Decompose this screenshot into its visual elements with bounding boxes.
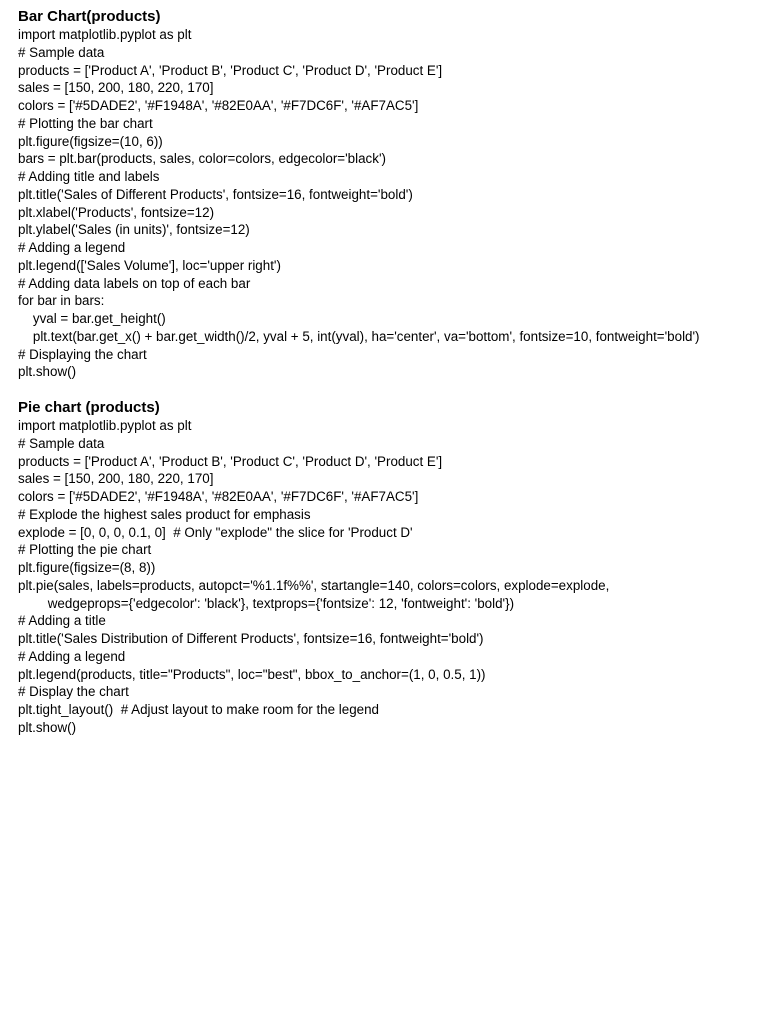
code-line: plt.show() [18, 364, 77, 380]
code-line: plt.legend(['Sales Volume'], loc='upper right') [18, 257, 281, 273]
code-line: plt.ylabel('Sales (in units)', fontsize=12) [18, 222, 250, 238]
code-line: # Displaying the chart [18, 346, 147, 362]
code-line: plt.figure(figsize=(8, 8)) [18, 560, 156, 575]
code-line: sales = [150, 200, 180, 220, 170] [18, 80, 214, 96]
code-line: # Plotting the pie chart [18, 542, 152, 558]
code-line: plt.legend(products, title="Products", loc="best", bbox_to_anchor=(1, 0, 0.5, 1)) [18, 666, 486, 682]
bar-chart-section [18, 8, 758, 381]
code-line: yval = bar.get_height() [18, 311, 166, 326]
code-line: plt.text(bar.get_x() + bar.get_width()/2, yval + 5, int(yval), ha='center', va='bottom', fontsize=10, fontweight='bold') [18, 328, 700, 344]
code-line: import matplotlib.pyplot as plt [18, 418, 192, 433]
code-line: # Explode the highest sales product for emphasis [18, 506, 311, 522]
code-line: plt.tight_layout() # Adjust layout to make room for the legend [18, 702, 380, 717]
code-line: wedgeprops={'edgecolor': 'black'}, textprops={'fontsize': 12, 'fontweight': 'bold'}) [18, 595, 515, 611]
code-line: # Adding a legend [18, 648, 126, 664]
code-line: plt.xlabel('Products', fontsize=12) [18, 204, 215, 220]
code-line: # Adding data labels on top of each bar [18, 275, 251, 291]
code-line: plt.title('Sales Distribution of Different Products', fontsize=16, fontweight='bold') [18, 631, 484, 646]
code-line: plt.figure(figsize=(10, 6)) [18, 133, 163, 149]
code-line: # Adding a title [18, 613, 106, 629]
code-line: products = ['Product A', 'Product B', 'Product C', 'Product D', 'Product E'] [18, 62, 443, 78]
code-line: plt.show() [18, 719, 77, 735]
code-line: # Adding a legend [18, 240, 126, 255]
code-line: for bar in bars: [18, 293, 105, 309]
code-line: # Display the chart [18, 684, 129, 700]
code-line: # Plotting the bar chart [18, 115, 153, 131]
bar-chart-heading: Bar Chart(products) [18, 8, 161, 25]
code-line: colors = ['#5DADE2', '#F1948A', '#82E0AA', '#F7DC6F', '#AF7AC5'] [18, 489, 419, 504]
pie-chart-code [18, 417, 758, 737]
pie-chart-section [18, 399, 758, 737]
code-line: products = ['Product A', 'Product B', 'Product C', 'Product D', 'Product E'] [18, 453, 443, 469]
code-line: explode = [0, 0, 0, 0.1, 0] # Only "explode" the slice for 'Product D' [18, 524, 413, 540]
code-line: plt.pie(sales, labels=products, autopct='%1.1f%%', startangle=140, colors=colors, explode=explode, [18, 577, 610, 593]
code-line: import matplotlib.pyplot as plt [18, 27, 192, 42]
code-line: sales = [150, 200, 180, 220, 170] [18, 471, 214, 487]
code-line: # Adding title and labels [18, 169, 160, 184]
document-page [18, 8, 758, 737]
code-line: # Sample data [18, 435, 105, 451]
pie-chart-heading: Pie chart (products) [18, 399, 160, 416]
code-line: # Sample data [18, 44, 105, 60]
bar-chart-code [18, 26, 758, 381]
code-line: colors = ['#5DADE2', '#F1948A', '#82E0AA', '#F7DC6F', '#AF7AC5'] [18, 98, 419, 113]
code-line: plt.title('Sales of Different Products', fontsize=16, fontweight='bold') [18, 186, 413, 202]
code-line: bars = plt.bar(products, sales, color=colors, edgecolor='black') [18, 151, 386, 167]
